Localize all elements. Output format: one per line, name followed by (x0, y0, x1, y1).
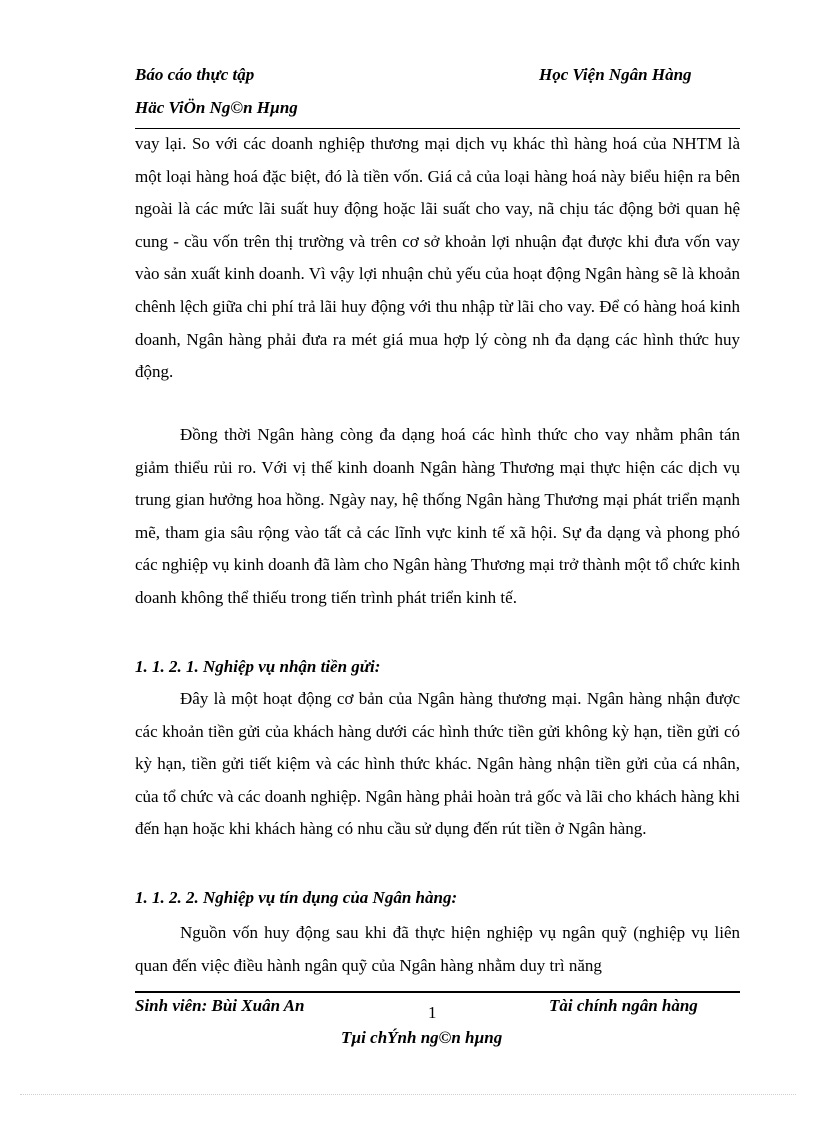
paragraph-4: Nguồn vốn huy động sau khi đã thực hiện nghiệp vụ ngân quỹ (nghiệp vụ liên quan đến việc điều hành ngân quỹ của Ngân hàng nhằm duy trì năng (135, 923, 740, 975)
paragraph-2: Đồng thời Ngân hàng còng đa dạng hoá các hình thức cho vay nhằm phân tán giảm thiểu rủi ro. Với vị thế kinh doanh Ngân hàng Thương mại thực hiện các dịch vụ trung gian hưởng hoa hồng. Ngày nay, hệ thống Ngân hàng Thương mại phát triển mạnh mẽ, tham gia sâu rộng vào tất cả các lĩnh vực kinh tế xã hội. Sự đa dạng và phong phó các nghiệp vụ kinh doanh đã làm cho Ngân hàng Thương mại trở thành một tổ chức kinh doanh không thể thiếu trong tiến trình phát triển kinh tế. (135, 425, 740, 607)
footer-major: Tài chính ngân hàng (549, 996, 698, 1015)
header-title-left: Báo cáo thực tập (135, 65, 255, 84)
footer-garbled-text: Tµi chÝnh ng©n hµng (341, 1028, 503, 1047)
header-garbled-text: Häc ViÖn Ng©n Hµng (135, 98, 298, 117)
footer-rule (135, 991, 740, 993)
footer-student: Sinh viên: Bùi Xuân An (135, 996, 305, 1015)
paragraph-3: Đây là một hoạt động cơ bản của Ngân hàng thương mại. Ngân hàng nhận được các khoản tiền gửi của khách hàng dưới các hình thức tiền gửi không kỳ hạn, tiền gửi có kỳ hạn, tiền gửi tiết kiệm và các hình thức khác. Ngân hàng nhận tiền gửi của cá nhân, của tổ chức và các doanh nghiệp. Ngân hàng phải hoàn trả gốc và lãi cho khách hàng khi đến hạn hoặc khi khách hàng có nhu cầu sử dụng đến rút tiền ở Ngân hàng. (135, 689, 740, 839)
page-number: 1 (428, 1003, 437, 1022)
paragraph-1: vay lại. So với các doanh nghiệp thương mại dịch vụ khác thì hàng hoá của NHTM là một loại hàng hoá đặc biệt, đó là tiền vốn. Giá cả của loại hàng hoá này biểu hiện ra bên ngoài là các mức lãi suất huy động hoặc lãi suất cho vay, nã chịu tác động bởi quan hệ cung - cầu vốn trên thị trường và trên cơ sở khoản lợi nhuận đạt được khi đưa vốn vay vào sản xuất kinh doanh. Vì vậy lợi nhuận chủ yếu của hoạt động Ngân hàng sẽ là khoản chênh lệch giữa chi phí trả lãi huy động với thu nhập từ lãi cho vay. Để có hàng hoá kinh doanh, Ngân hàng phải đưa ra mét giá mua hợp lý còng nh đa dạng các hình thức huy động. (135, 134, 740, 382)
header-title-right: Học Viện Ngân Hàng (539, 65, 692, 84)
section-heading-1-1-2-2: 1. 1. 2. 2. Nghiệp vụ tín dụng của Ngân hàng: (135, 888, 458, 907)
section-heading-1-1-2-1: 1. 1. 2. 1. Nghiệp vụ nhận tiền gửi: (135, 657, 381, 676)
page-bottom-divider (20, 1094, 796, 1095)
